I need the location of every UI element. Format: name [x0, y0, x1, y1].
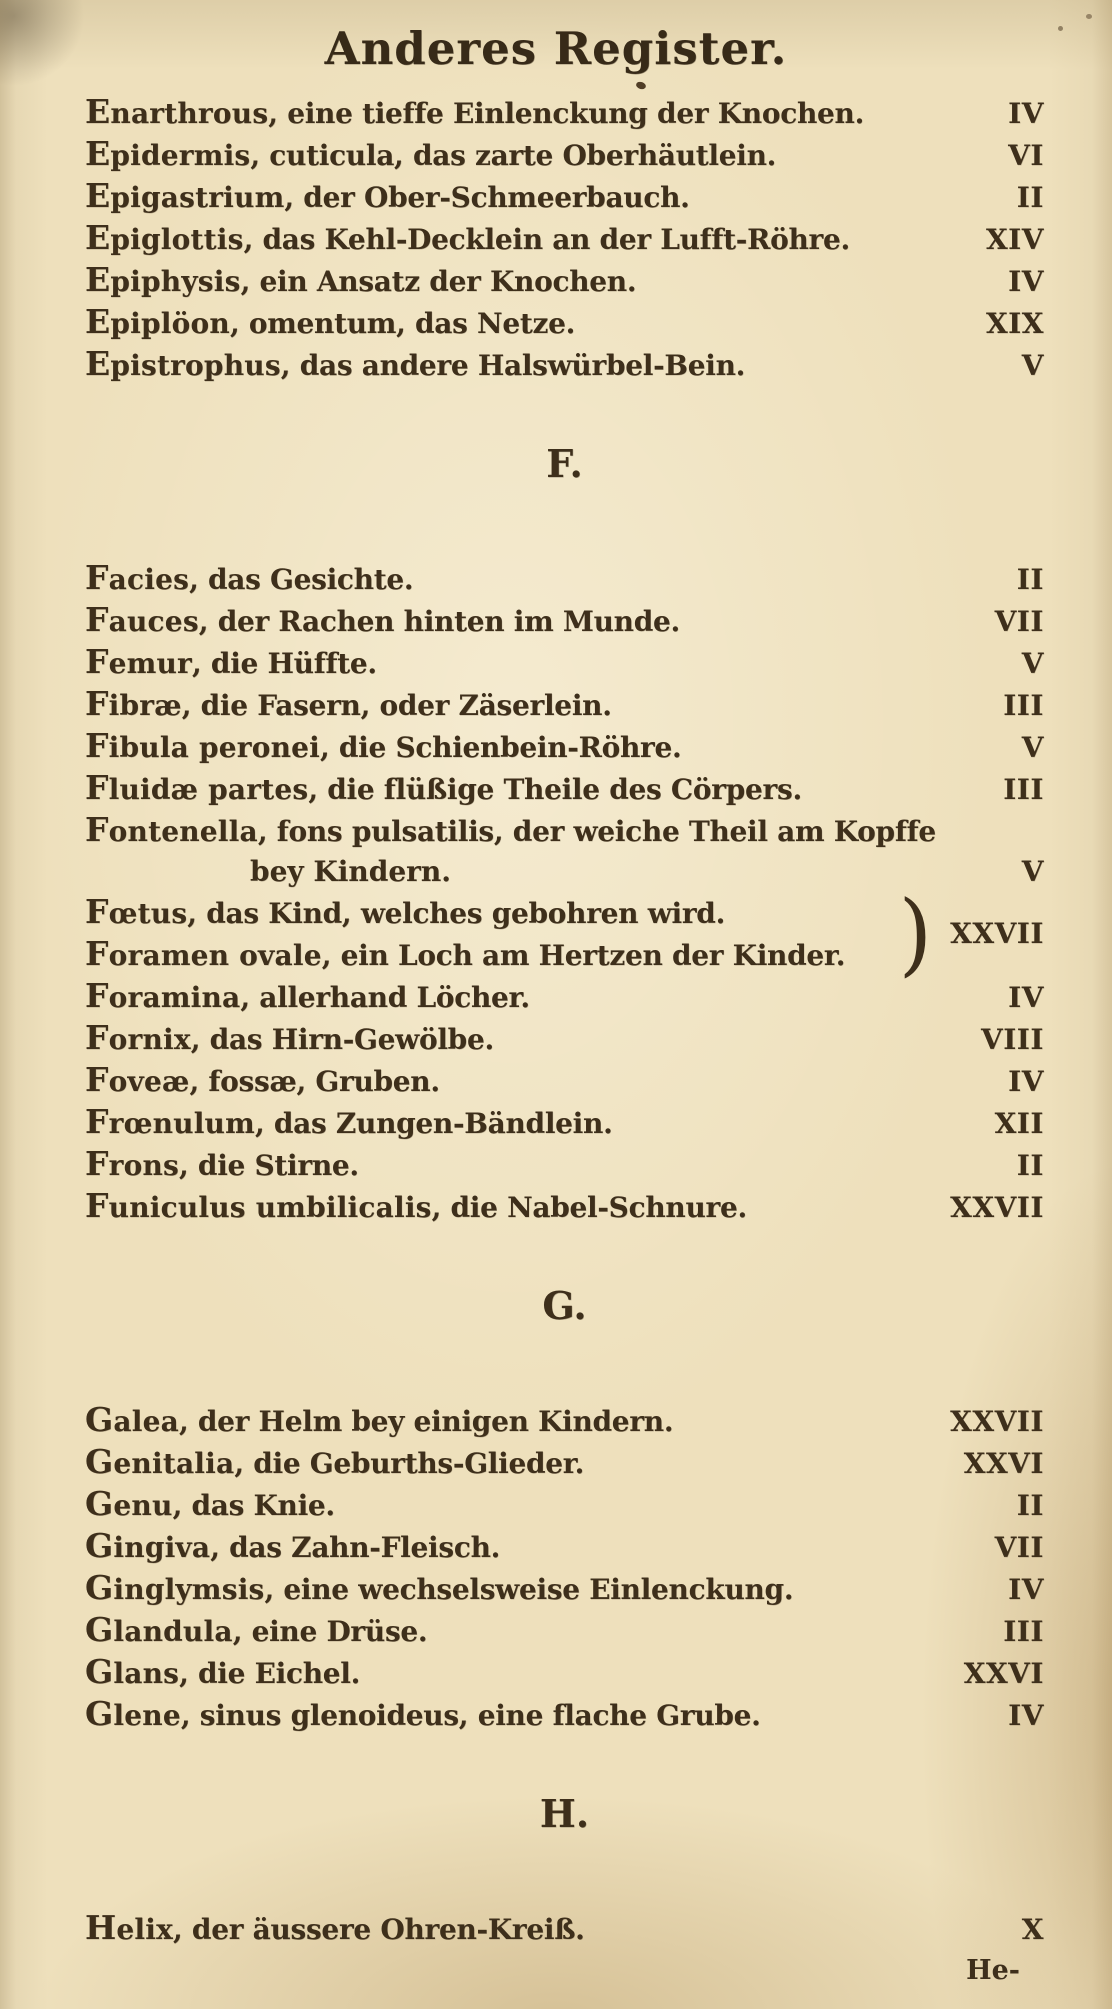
page-reference: V	[1021, 855, 1044, 888]
entry-term: Fibula peronei	[85, 726, 320, 765]
entry-term: Frœnulum	[85, 1102, 255, 1141]
entry-term: Foramen ovale	[85, 934, 322, 973]
entry-description: , sinus glenoideus, eine flache Grube.	[180, 1699, 761, 1732]
index-entry	[85, 134, 1044, 176]
index-entry	[85, 1186, 1044, 1228]
entry-text	[85, 768, 993, 810]
page-reference: XXVII	[950, 1405, 1044, 1438]
page-title: Anderes Register.	[324, 22, 788, 75]
entry-text	[85, 302, 976, 344]
index-entry	[85, 1144, 1044, 1186]
entry-text	[85, 1908, 1012, 1950]
index-entry	[85, 1102, 1044, 1144]
entry-text	[85, 1144, 1007, 1186]
catchword: He-	[966, 1955, 1020, 1986]
entry-text	[85, 176, 1007, 218]
entry-term: Glandula	[85, 1610, 233, 1649]
entry-text	[85, 344, 1012, 386]
page-reference: XXVII	[950, 1191, 1044, 1224]
entry-term: Epiphysis	[85, 260, 241, 299]
entry-term: Fornix	[85, 1018, 191, 1057]
ink-speck-icon	[1086, 14, 1092, 19]
entry-description: , das andere Halswürbel-Bein.	[280, 349, 746, 382]
register-list	[0, 78, 1112, 1950]
entry-description: , das Kehl-Decklein an der Lufft-Röhre.	[243, 223, 850, 256]
entry-continuation-text: bey Kindern.	[250, 855, 451, 888]
index-entry	[85, 1568, 1044, 1610]
entry-description: , fossæ, Gruben.	[189, 1065, 440, 1098]
entry-text	[85, 1694, 998, 1736]
entry-text	[85, 1442, 954, 1484]
page-reference: VI	[1008, 139, 1044, 172]
entry-text	[85, 1018, 971, 1060]
entry-text	[85, 892, 726, 931]
entry-term: Ginglymsis	[85, 1568, 265, 1607]
index-entry	[85, 1484, 1044, 1526]
entry-text	[85, 558, 1007, 600]
index-entry	[85, 934, 895, 976]
entry-text	[85, 1568, 998, 1610]
index-entry	[85, 260, 1044, 302]
entry-text	[85, 1400, 940, 1442]
index-entry	[85, 344, 1044, 386]
index-entry	[85, 92, 1044, 134]
page-reference: V	[1021, 349, 1044, 382]
index-entry	[85, 218, 1044, 260]
section-heading: F.	[546, 441, 583, 486]
entry-description: , der Ober-Schmeerbauch.	[284, 181, 690, 214]
entry-text	[85, 642, 1012, 684]
index-entry	[85, 558, 1044, 600]
index-entry	[85, 1610, 1044, 1652]
entry-text	[85, 1652, 954, 1694]
page-reference: XIX	[985, 307, 1044, 340]
entry-description: , das Zungen-Bändlein.	[254, 1107, 613, 1140]
section-heading: G.	[542, 1283, 587, 1328]
entry-description: , das Kind, welches gebohren wird.	[187, 897, 726, 930]
page-reference: III	[1003, 689, 1044, 722]
entry-term: Epistrophus	[85, 344, 281, 383]
entry-term: Enarthrous	[85, 92, 269, 131]
index-entry-group	[85, 881, 1044, 987]
entry-term: Facies	[85, 558, 190, 597]
page-reference: VII	[994, 605, 1044, 638]
entry-term: Foveæ	[85, 1060, 190, 1099]
index-entry	[85, 600, 1044, 642]
entry-description: , ein Loch am Hertzen der Kinder.	[321, 939, 846, 972]
page-reference: X	[1021, 1913, 1044, 1946]
entry-text	[85, 134, 998, 176]
entry-text	[85, 1186, 940, 1228]
ink-speck-icon	[1058, 26, 1063, 31]
page-reference: XXVI	[963, 1657, 1044, 1690]
index-entry	[85, 726, 1044, 768]
entry-text	[85, 218, 976, 260]
index-entry	[85, 1652, 1044, 1694]
entry-description: , fons pulsatilis, der weiche Theil am Kopffe	[257, 815, 936, 848]
entry-term: Femur	[85, 642, 193, 681]
page-reference: XXVI	[963, 1447, 1044, 1480]
index-entry	[85, 302, 1044, 344]
page-reference: II	[1016, 563, 1044, 596]
entry-description: , die Geburths-Glieder.	[234, 1447, 585, 1480]
page-reference: III	[1003, 773, 1044, 806]
page-reference: IV	[1008, 981, 1044, 1014]
entry-text	[85, 810, 1044, 852]
entry-text	[85, 684, 993, 726]
entry-term: Fœtus	[85, 892, 188, 931]
page-reference: XIV	[985, 223, 1044, 256]
entry-description: , die Eichel.	[179, 1657, 361, 1690]
index-entry	[85, 1908, 1044, 1950]
index-entry	[85, 1694, 1044, 1736]
entry-text	[85, 260, 998, 302]
entry-description: , der äussere Ohren-Kreiß.	[173, 1913, 585, 1946]
entry-text	[85, 1060, 998, 1102]
entry-description: , allerhand Löcher.	[240, 981, 530, 1014]
entry-text	[85, 934, 846, 973]
entry-text	[85, 1610, 993, 1652]
entry-term: Helix	[85, 1908, 174, 1947]
entry-term: Frons	[85, 1144, 180, 1183]
index-entry	[85, 642, 1044, 684]
entry-text	[85, 726, 1012, 768]
index-entry	[85, 1526, 1044, 1568]
entry-term: Genu	[85, 1484, 173, 1523]
index-entry	[85, 176, 1044, 218]
entry-description: , die Nabel-Schnure.	[431, 1191, 747, 1224]
entry-description: , die Fasern, oder Zäserlein.	[181, 689, 612, 722]
entry-term: Fluidæ partes	[85, 768, 309, 807]
page-reference: XXVII	[950, 917, 1044, 950]
entry-term: Epidermis	[85, 134, 251, 173]
entry-term: Epiglottis	[85, 218, 244, 257]
brace-glyph: )	[898, 881, 933, 987]
entry-term: Fontenella	[85, 810, 258, 849]
entry-term: Epiplöon	[85, 302, 230, 341]
entry-description: , das Zahn-Fleisch.	[210, 1531, 501, 1564]
entry-description: , die Schienbein-Röhre.	[320, 731, 682, 764]
page-reference: V	[1021, 731, 1044, 764]
page-reference: XII	[994, 1107, 1044, 1140]
index-entry	[85, 1400, 1044, 1442]
entry-text	[85, 1526, 985, 1568]
page-reference: IV	[1008, 265, 1044, 298]
page-reference: III	[1003, 1615, 1044, 1648]
index-entry	[85, 810, 1044, 852]
index-entry	[85, 1060, 1044, 1102]
entry-text	[85, 1484, 1007, 1526]
entry-description: , die Hüffte.	[192, 647, 377, 680]
entry-description: , die flüßige Theile des Cörpers.	[308, 773, 802, 806]
entry-description: , omentum, das Netze.	[229, 307, 576, 340]
page-reference: II	[1016, 181, 1044, 214]
index-entry	[85, 768, 1044, 810]
entry-description: , das Hirn-Gewölbe.	[190, 1023, 494, 1056]
page-reference: II	[1016, 1149, 1044, 1182]
page-reference: VIII	[980, 1023, 1044, 1056]
index-entry	[85, 1442, 1044, 1484]
entry-text	[85, 600, 985, 642]
entry-description: , der Rachen hinten im Munde.	[198, 605, 680, 638]
entry-text	[85, 92, 998, 134]
entry-description: , eine Drüse.	[232, 1615, 428, 1648]
entry-description: , die Stirne.	[179, 1149, 359, 1182]
entry-description: , der Helm bey einigen Kindern.	[178, 1405, 674, 1438]
entry-term: Glans	[85, 1652, 180, 1691]
entry-text	[85, 976, 998, 1018]
index-entry	[85, 684, 1044, 726]
entry-term: Gingiva	[85, 1526, 211, 1565]
page-reference: VII	[994, 1531, 1044, 1564]
entry-description: , das Gesichte.	[189, 563, 414, 596]
page-reference: V	[1021, 647, 1044, 680]
entry-description: , ein Ansatz der Knochen.	[240, 265, 637, 298]
entry-description: , cuticula, das zarte Oberhäutlein.	[250, 139, 777, 172]
entry-lines	[85, 892, 895, 976]
entry-term: Fibræ	[85, 684, 182, 723]
index-entry	[85, 892, 895, 934]
entry-description: , eine wechselsweise Einlenckung.	[264, 1573, 794, 1606]
page-reference: IV	[1008, 97, 1044, 130]
entry-term: Funiculus umbilicalis	[85, 1186, 432, 1225]
entry-term: Glene	[85, 1694, 181, 1733]
entry-text	[85, 1102, 985, 1144]
page-reference: IV	[1008, 1699, 1044, 1732]
entry-description: , das Knie.	[172, 1489, 335, 1522]
entry-term: Foramina	[85, 976, 241, 1015]
entry-description: , eine tieffe Einlenckung der Knochen.	[268, 97, 865, 130]
entry-term: Genitalia	[85, 1442, 235, 1481]
index-entry	[85, 1018, 1044, 1060]
entry-term: Galea	[85, 1400, 179, 1439]
section-heading: H.	[539, 1791, 590, 1836]
entry-term: Epigastrium	[85, 176, 285, 215]
page-reference: IV	[1008, 1573, 1044, 1606]
entry-term: Fauces	[85, 600, 199, 639]
page-reference: IV	[1008, 1065, 1044, 1098]
page-reference: II	[1016, 1489, 1044, 1522]
